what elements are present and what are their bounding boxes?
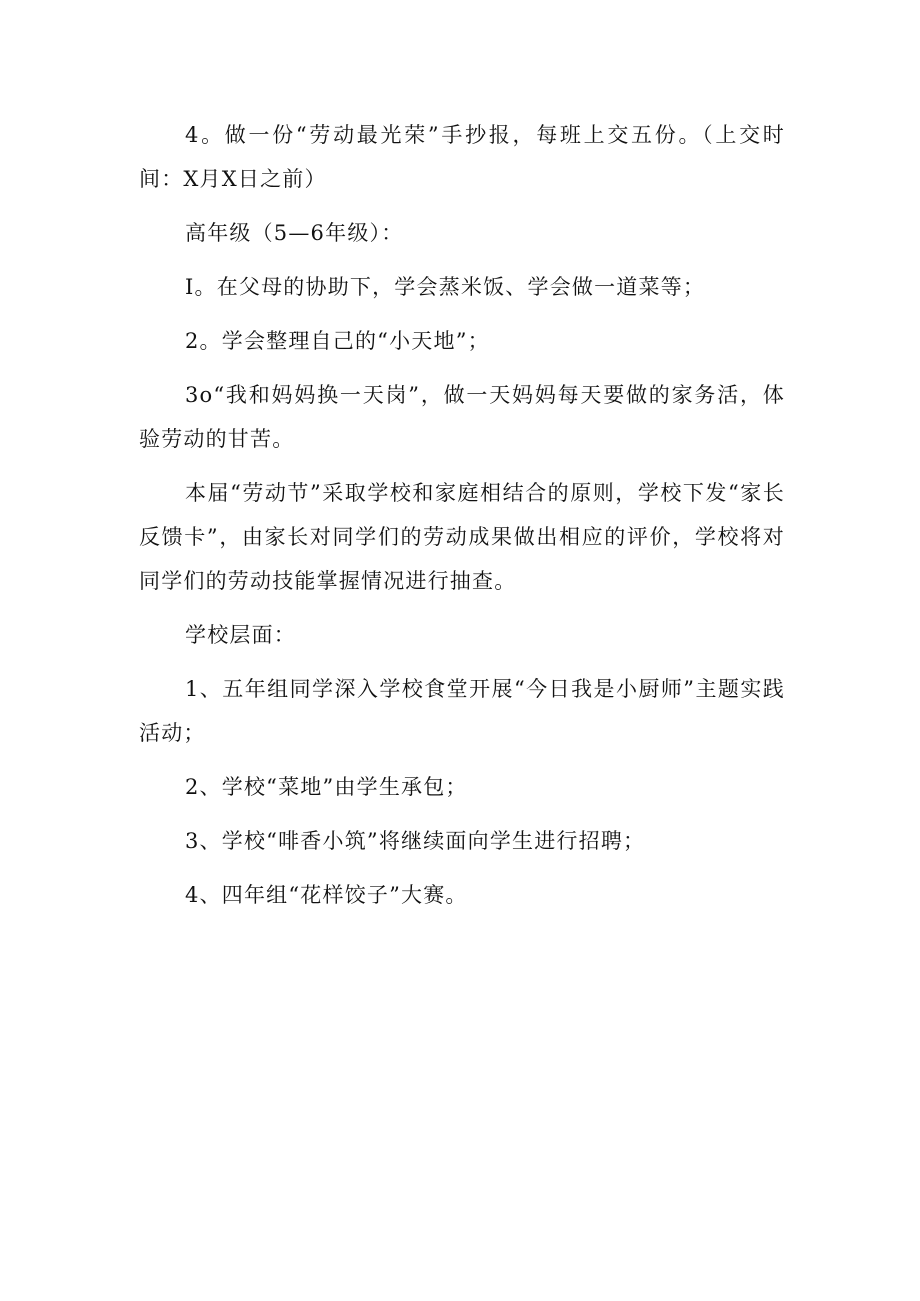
paragraph-gap (139, 809, 785, 819)
paragraph-gap (139, 863, 785, 873)
paragraph-vegetable-garden: 2、学校“菜地”由学生承包； (185, 775, 468, 799)
paragraph-organize-space: 2。学会整理自己的“小天地”； (185, 329, 490, 353)
document-body (139, 113, 785, 917)
paragraph-gap (139, 363, 785, 373)
paragraph-labor-festival-principle: 本届“劳动节”采取学校和家庭相结合的原则，学校下发“家长反馈卡”，由家长对同学们的劳动成果做出相应的评价，学校将对同学们的劳动技能掌握情况进行抽查。 (139, 481, 785, 593)
paragraph-gap (139, 755, 785, 765)
paragraph-gap (139, 657, 785, 667)
paragraph-gap (139, 309, 785, 319)
paragraph-handwritten-newspaper: 4。做一份“劳动最光荣”手抄报，每班上交五份。（上交时间：X月X日之前） (139, 123, 785, 191)
paragraph-gap (139, 603, 785, 613)
paragraph-little-chef: 1、五年组同学深入学校食堂开展“今日我是小厨师”主题实践活动； (139, 677, 785, 745)
paragraph-gap (139, 461, 785, 471)
paragraph-switch-roles: 3o“我和妈妈换一天岗”，做一天妈妈每天要做的家务活，体验劳动的甘苦。 (139, 383, 785, 451)
paragraph-cook-rice: I。在父母的协助下，学会蒸米饭、学会做一道菜等； (185, 275, 706, 299)
paragraph-cafe-recruitment: 3、学校“啡香小筑”将继续面向学生进行招聘； (185, 829, 646, 853)
paragraph-school-level-heading: 学校层面： (185, 623, 296, 647)
paragraph-gap (139, 255, 785, 265)
paragraph-senior-grades-heading: 高年级（5—6年级）： (185, 221, 404, 245)
paragraph-dumpling-contest: 4、四年组“花样饺子”大赛。 (185, 883, 468, 907)
paragraph-gap (139, 201, 785, 211)
